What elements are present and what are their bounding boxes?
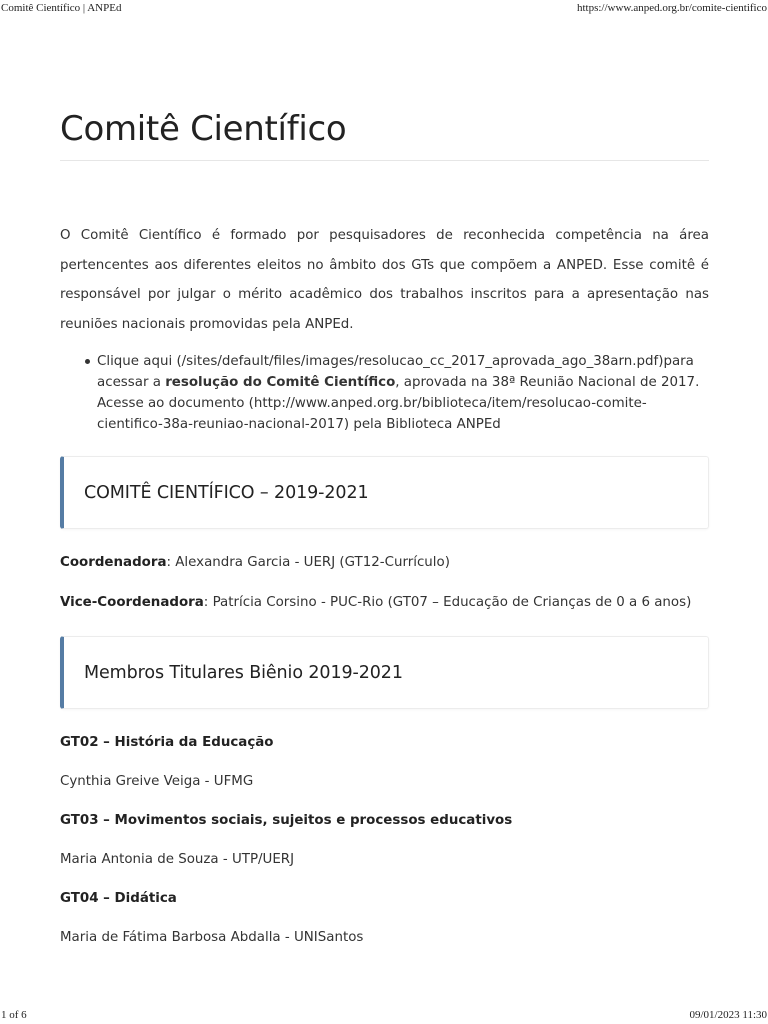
resource-list [60,351,709,435]
main-content [60,108,709,948]
gt-member: Cynthia Greive Veiga - UFMG [60,774,254,789]
bullet-text-bold: resolução do Comitê Científico [165,375,396,390]
section-heading-membros [60,636,709,709]
gt-title: GT04 – Didática [60,891,177,906]
section-title-comite: COMITÊ CIENTÍFICO – 2019-2021 [84,482,369,503]
coordenadora-line [60,553,709,573]
gt-title: GT02 – História da Educação [60,735,274,750]
gt-group [60,733,709,792]
page-counter: 1 of 6 [1,1009,27,1021]
resource-list-item[interactable] [97,351,709,435]
print-header-title: Comitê Científico | ANPEd [1,2,122,14]
gt-member: Maria Antonia de Souza - UTP/UERJ [60,852,295,867]
section-heading-comite [60,456,709,529]
print-timestamp: 09/01/2023 11:30 [689,1009,767,1021]
print-header-url: https://www.anped.org.br/comite-cientifico [576,2,767,14]
gt-group [60,811,709,870]
vice-coordenadora-line [60,593,709,613]
gt-list [60,733,709,948]
gt-member: Maria de Fátima Barbosa Abdalla - UNISantos [60,930,364,945]
print-header [0,0,768,18]
bullet-text-part1: Clique aqui (/sites/default/files/images/resolucao_cc_2017_aprovada_ago_38arn.pdf)para acessar a [97,354,694,390]
intro-paragraph: O Comitê Científico é formado por pesquisadores de reconhecida competência na área pertencentes aos diferentes eleitos no âmbito dos GTs que compõem a ANPED. Esse comitê é responsável por julgar o mérito acadêmico dos trabalhos inscritos para a apresentação nas reuniões nacionais promovidas pela ANPEd. [60,228,709,332]
vice-coordenadora-label: Vice-Coordenadora [60,595,204,610]
page-title: Comitê Científico [60,108,709,161]
vice-coordenadora-value: : Patrícia Corsino - PUC-Rio (GT07 – Educação de Crianças de 0 a 6 anos) [203,595,692,610]
print-footer [0,1006,768,1024]
gt-title: GT03 – Movimentos sociais, sujeitos e processos educativos [60,813,513,828]
section-title-membros: Membros Titulares Biênio 2019-2021 [84,662,403,683]
coordenadora-value: : Alexandra Garcia - UERJ (GT12-Currículo) [166,555,450,570]
gt-group [60,889,709,948]
bullet-text-part2: , aprovada na 38ª Reunião Nacional de 2017. Acesse ao documento (http://www.anped.org.br/biblioteca/item/resolucao-comite-cientifico-38a-reuniao-nacional-2017) pela Biblioteca ANPEd [97,375,700,432]
coordenadora-label: Coordenadora [60,555,167,570]
